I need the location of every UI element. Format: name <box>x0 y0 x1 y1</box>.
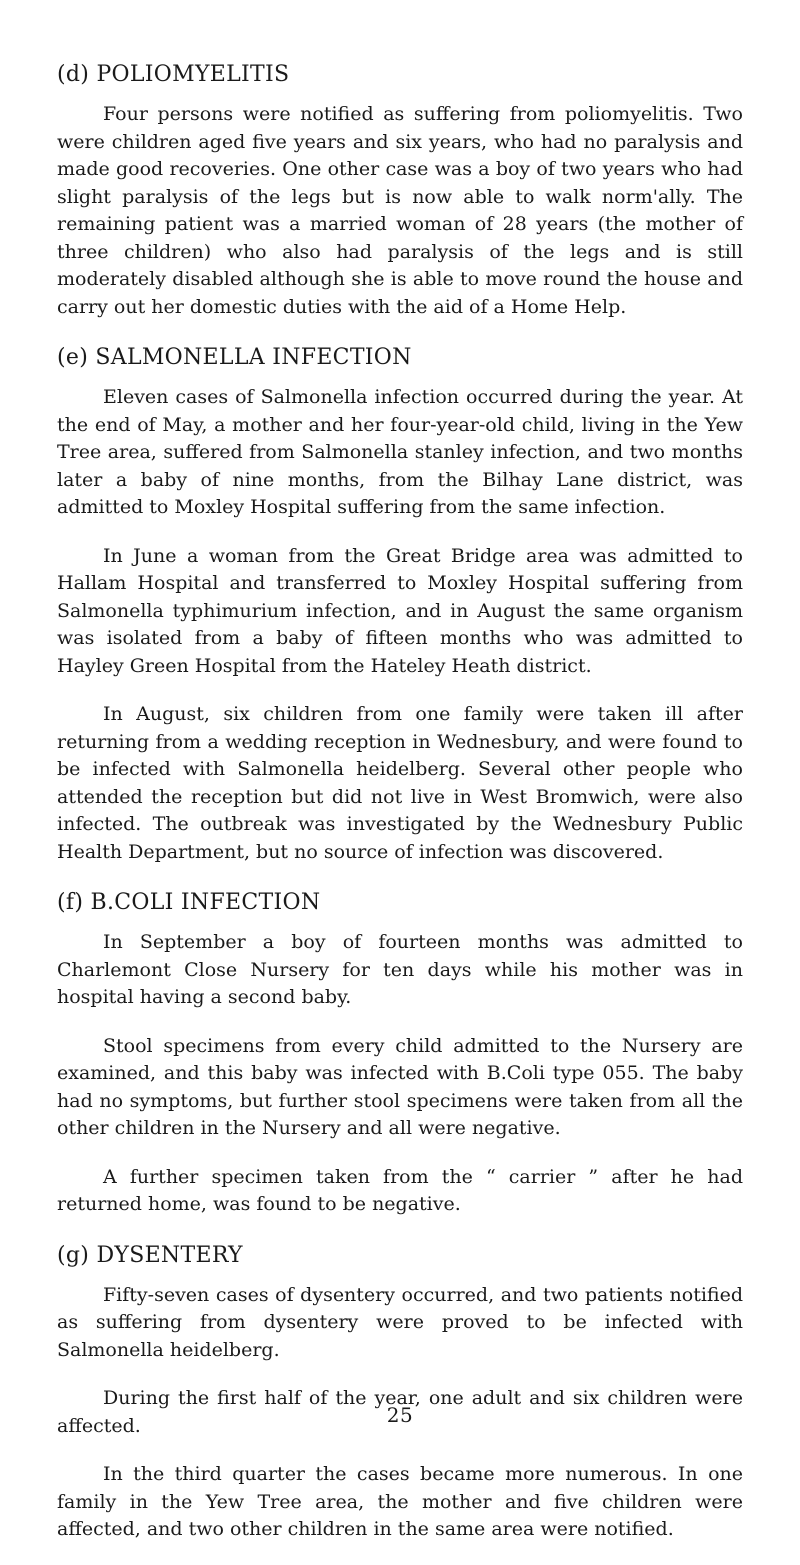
paragraph: Four persons were notified as suffering from poliomyelitis. Two were children aged five years and six years, who had no paralysis and made good recoveries. One other case was a boy of two years who had slight paralysis of the legs but is now able to walk norm'ally. The remaining patient was a married woman of 28 years (the mother of three children) who also had paralysis of the legs and is still moderately disabled although she is able to move round the house and carry out her domestic duties with the aid of a Home Help. <box>57 103 743 318</box>
section-heading: (d) POLIOMYELITIS <box>57 62 290 87</box>
section-dysentery <box>57 1239 743 1544</box>
paragraph: Stool specimens from every child admitted to the Nursery are examined, and this baby was infected with B.Coli type 055. The baby had no symptoms, but further stool specimens were taken from all the other children in the Nursery and all were negative. <box>57 1034 743 1139</box>
paragraph: Fifty-seven cases of dysentery occurred, and two patients notified as suffering from dysentery were proved to be infected with Salmonella heidelberg. <box>57 1283 743 1361</box>
paragraph: In the third quarter the cases became more numerous. In one family in the Yew Tree area, the mother and five children were affected, and two other children in the same area were notified. <box>57 1463 743 1540</box>
section-heading: (g) DYSENTERY <box>57 1242 243 1268</box>
document-page <box>57 58 743 1565</box>
paragraph: During the first half of the year, one adult and six children were affected. <box>57 1387 743 1437</box>
paragraph: A further specimen taken from the “ carrier ” after he had returned home, was found to be negative. <box>57 1165 743 1215</box>
section-heading: (f) B.COLI INFECTION <box>57 890 321 915</box>
section-heading: (e) SALMONELLA INFECTION <box>57 345 412 370</box>
page-number: 25 <box>386 1403 414 1427</box>
section-b-coli-infection <box>57 886 743 1219</box>
paragraph: In September a boy of fourteen months was admitted to Charlemont Close Nursery for ten days while his mother was in hospital having a second baby. <box>57 931 743 1008</box>
paragraph: Eleven cases of Salmonella infection occurred during the year. At the end of May, a mother and her four-year-old child, living in the Yew Tree area, suffered from Salmonella stanley infection, and two months later a baby of nine months, from the Bilhay Lane district, was admitted to Moxley Hospital suffering from the same infection. <box>57 386 743 518</box>
section-poliomyelitis <box>57 58 743 321</box>
paragraph: In August, six children from one family were taken ill after returning from a wedding reception in Wednesbury, and were found to be infected with Salmonella heidelberg. Several other people who attended the reception but did not live in West Bromwich, were also infected. The outbreak was investigated by the Wednesbury Public Health Department, but no source of infection was discovered. <box>57 703 743 863</box>
paragraph: In June a woman from the Great Bridge area was admitted to Hallam Hospital and transferred to Moxley Hospital suffering from Salmonella typhimurium infection, and in August the same organism was isolated from a baby of fifteen months who was admitted to Hayley Green Hospital from the Hateley Heath district. <box>57 544 743 677</box>
section-salmonella-infection <box>57 341 743 866</box>
